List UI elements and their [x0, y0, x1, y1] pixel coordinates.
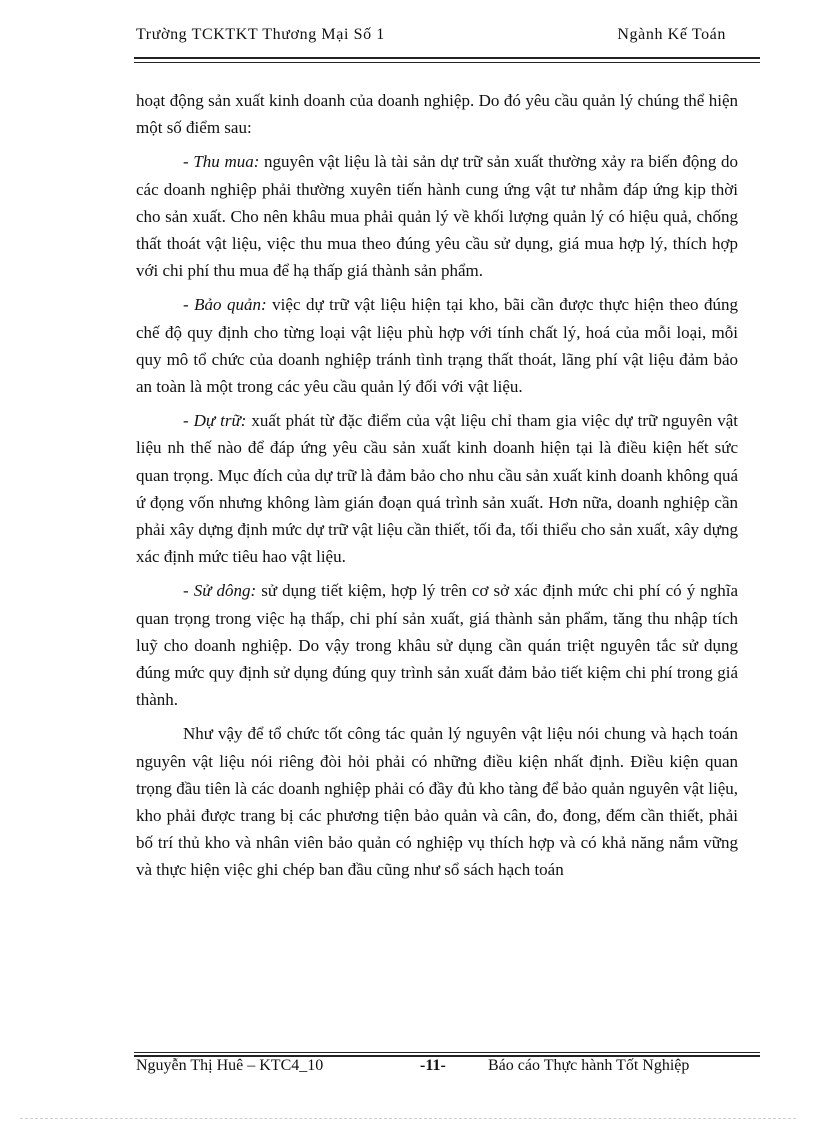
footer-author: Nguyễn Thị Huê – KTC4_10	[136, 1057, 324, 1074]
header-rule-thin	[134, 62, 760, 63]
label-thu-mua: - Thu mua:	[183, 152, 260, 172]
page-number: -11-	[420, 1057, 446, 1074]
text-thu-mua: nguyên vật liệu là tài sản dự trữ sản xuất thường xảy ra biến động do các doanh nghiệp phải thường xuyên tiến hành cung ứng vật tư nhằm đáp ứng kịp thời cho sản xuất. Cho nên khâu mua phải quản lý về khối lượng quản lý có hiệu quả, chống thất thoát vật liệu, việc thu mua theo đúng yêu cầu sử dụng, giá mua hợp lý, thích hợp với chi phí thu mua để hạ thấp giá thành sản phẩm.	[136, 152, 738, 281]
text-su-dung: sử dụng tiết kiệm, hợp lý trên cơ sở xác định mức chi phí có ý nghĩa quan trọng trong việc hạ thấp, chi phí sản xuất, giá thành sản phẩm, tăng thu nhập tích luỹ cho doanh nghiệp. Do vậy trong khâu sử dụng cần quán triệt nguyên tắc sử dụng đúng mức quy định sử dụng đúng quy trình sản xuất đảm bảo tiết kiệm chi phí trong giá thành.	[136, 581, 739, 710]
paragraph-intro: hoạt động sản xuất kinh doanh của doanh nghiệp. Do đó yêu cầu quản lý chúng thể hiện một số điểm sau:	[136, 91, 738, 138]
footer-report-title: Báo cáo Thực hành Tốt Nghiệp	[488, 1057, 690, 1074]
label-du-tru: Dự trữ:	[193, 411, 247, 431]
paragraph-du-tru	[136, 407, 738, 570]
dash-su-dung: -	[183, 581, 194, 601]
dash-du-tru: -	[183, 411, 194, 431]
text-bao-quan: việc dự trữ vật liệu hiện tại kho, bãi cần được thực hiện theo đúng chế độ quy định cho từng loại vật liệu phù hợp với tính chất lý, hoá của mỗi loại, mỗi quy mô tổ chức của doanh nghiệp tránh tình trạng thất thoát, lãng phí vật liệu đảm bảo an toàn là một trong các yêu cầu quản lý đối với vật liệu.	[136, 295, 738, 397]
document-body	[136, 87, 738, 891]
text-du-tru: xuất phát từ đặc điểm của vật liệu chỉ tham gia việc dự trữ nguyên vật liệu nh thế nào để đáp ứng yêu cầu sản xuất kinh doanh hiện tại là điều kiện hết sức quan trọng. Mục đích của dự trữ là đảm bảo cho nhu cầu sản xuất kinh doanh không quá ứ đọng vốn nhưng không làm gián đoạn quá trình sản xuất. Hơn nữa, doanh nghiệp cần phải xây dựng định mức dự trữ vật liệu cần thiết, tối đa, tối thiểu cho sản xuất, xây dựng xác định mức tiêu hao vật liệu.	[136, 411, 738, 567]
page-header	[136, 26, 760, 48]
header-department: Ngành Kế Toán	[617, 26, 726, 43]
page-break-line	[20, 1118, 796, 1119]
header-rule-thick	[134, 57, 760, 59]
header-school: Trường TCKTKT Thương Mại Số 1	[136, 26, 385, 43]
paragraph-bao-quan	[136, 291, 738, 400]
paragraph-conclusion: Như vậy để tổ chức tốt công tác quản lý nguyên vật liệu nói chung và hạch toán nguyên vật liệu nói riêng đòi hỏi phải có những điều kiện nhất định. Điều kiện quan trọng đầu tiên là các doanh nghiệp phải có đầy đủ kho tàng để bảo quản nguyên vật liệu, kho phải được trang bị các phương tiện bảo quản và cân, đo, đong, đếm cần thiết, phải bố trí thủ kho và nhân viên bảo quản có nghiệp vụ thích hợp và có khả năng nắm vững và thực hiện việc ghi chép ban đầu cũng như sổ sách hạch toán	[136, 724, 738, 880]
footer-rule-thin	[134, 1052, 760, 1053]
label-su-dung: Sử dông:	[193, 581, 257, 601]
page-footer	[136, 1057, 760, 1079]
paragraph-su-dung	[136, 577, 738, 713]
label-bao-quan: - Bảo quản:	[183, 295, 267, 315]
paragraph-thu-mua	[136, 148, 738, 284]
